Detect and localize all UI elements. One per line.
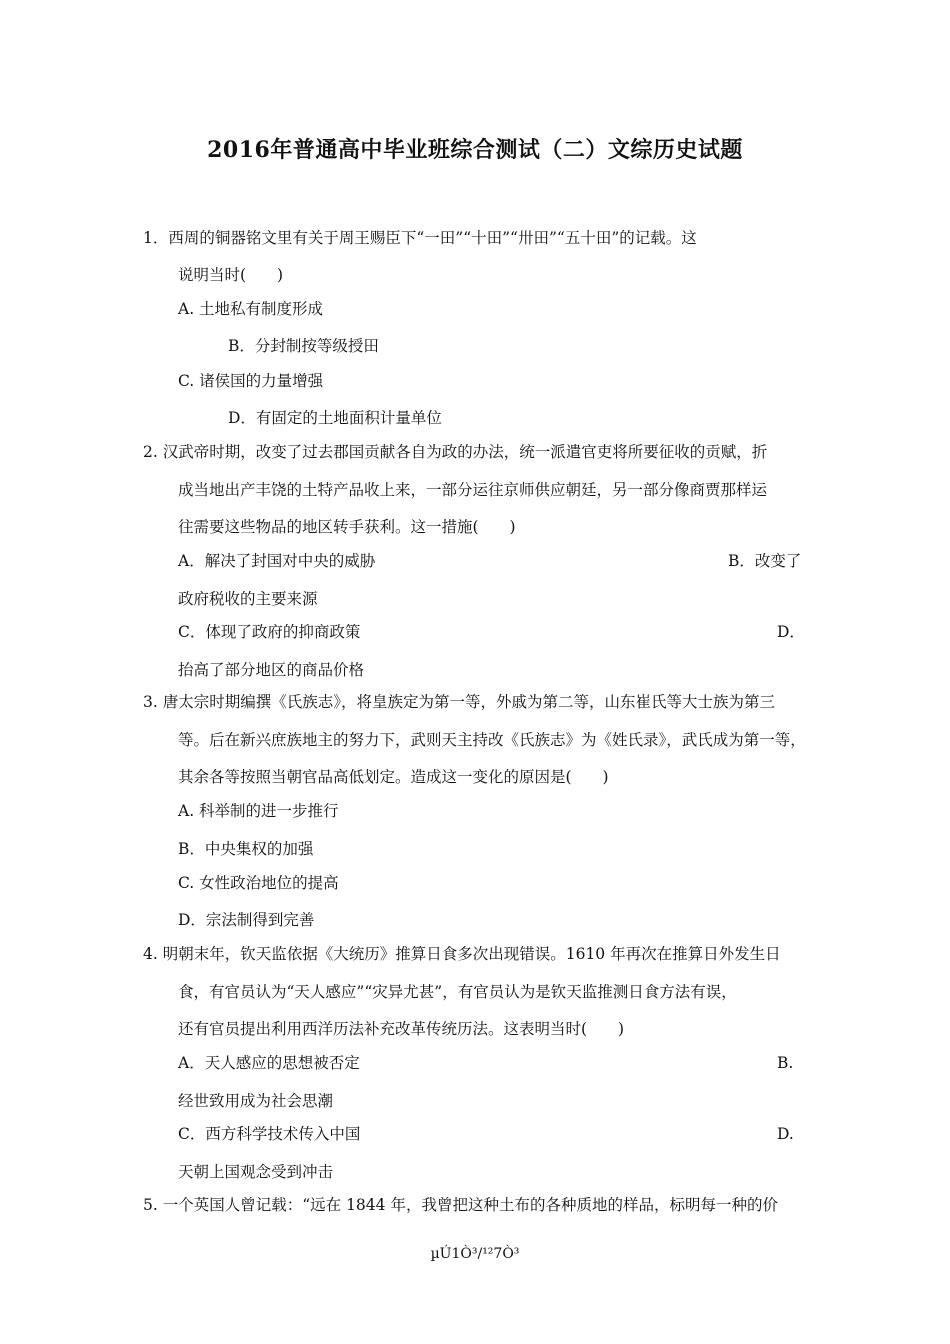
q3-option-c: C. 女性政治地位的提高 (178, 874, 339, 892)
q4-stem-line-1: 4. 明朝末年，钦天监依据《大统历》推算日食多次出现错误。1610 年再次在推算日外发生日 (143, 945, 781, 963)
q1-stem-line-2: 说明当时( ) (178, 266, 284, 284)
q2-stem-line-3: 往需要这些物品的地区转手获利。这一措施( ) (178, 518, 516, 536)
q1-stem-line-1: 1．西周的铜器铭文里有关于周王赐臣下“一田”“十田”“卅田”“五十田”的记载。这 (143, 229, 697, 247)
q3-stem-line-3: 其余各等按照当朝官品高低划定。造成这一变化的原因是( ) (178, 768, 609, 786)
q1-option-b: B．分封制按等级授田 (228, 337, 379, 355)
q4-option-c: C．西方科学技术传入中国 (178, 1125, 361, 1143)
q1-option-d: D．有固定的土地面积计量单位 (228, 409, 442, 427)
page-footer: µÚ1Ò³/¹²7Ò³ (430, 1246, 520, 1262)
q4-option-d-head: D. (777, 1125, 794, 1143)
q4-option-a: A．天人感应的思想被否定 (178, 1054, 360, 1072)
q5-stem-line-1: 5. 一个英国人曾记载：“远在 1844 年，我曾把这种土布的各种质地的样品，标明每一种的价 (143, 1196, 778, 1214)
q4-option-d-tail: 天朝上国观念受到冲击 (178, 1163, 334, 1181)
page-title: 2016年普通高中毕业班综合测试（二）文综历史试题 (207, 137, 743, 163)
q2-option-c: C．体现了政府的抑商政策 (178, 623, 361, 641)
q1-option-a: A. 土地私有制度形成 (178, 300, 324, 318)
q3-option-b: B．中央集权的加强 (178, 840, 314, 858)
q4-option-b-head: B. (777, 1054, 794, 1072)
q3-stem-line-2: 等。后在新兴庶族地主的努力下，武则天主持改《氏族志》为《姓氏录》，武氏成为第一等， (178, 731, 806, 749)
q2-option-b-head: B．改变了 (728, 552, 802, 570)
q1-option-c: C. 诸侯国的力量增强 (178, 372, 324, 390)
q4-option-b-tail: 经世致用成为社会思潮 (178, 1092, 334, 1110)
q2-option-d-tail: 抬高了部分地区的商品价格 (178, 661, 365, 679)
q2-stem-line-2: 成当地出产丰饶的土特产品收上来，一部分运往京师供应朝廷，另一部分像商贾那样运 (178, 481, 768, 499)
q3-option-d: D．宗法制得到完善 (178, 911, 315, 929)
q2-option-a: A．解决了封国对中央的威胁 (178, 552, 376, 570)
q2-option-b-tail: 政府税收的主要来源 (178, 590, 318, 608)
q3-option-a: A. 科举制的进一步推行 (178, 802, 339, 820)
q2-option-d-head: D． (777, 623, 805, 641)
q3-stem-line-1: 3. 唐太宗时期编撰《氏族志》，将皇族定为第一等，外戚为第二等，山东崔氏等大士族为第三 (143, 693, 775, 711)
q4-stem-line-2: 食，有官员认为“天人感应”“灾异尤甚”，有官员认为是钦天监推测日食方法有误， (178, 983, 737, 1001)
q2-stem-line-1: 2. 汉武帝时期，改变了过去郡国贡献各自为政的办法，统一派遣官吏将所要征收的贡赋，折 (143, 443, 768, 461)
q4-stem-line-3: 还有官员提出利用西洋历法补充改革传统历法。这表明当时( ) (178, 1020, 625, 1038)
